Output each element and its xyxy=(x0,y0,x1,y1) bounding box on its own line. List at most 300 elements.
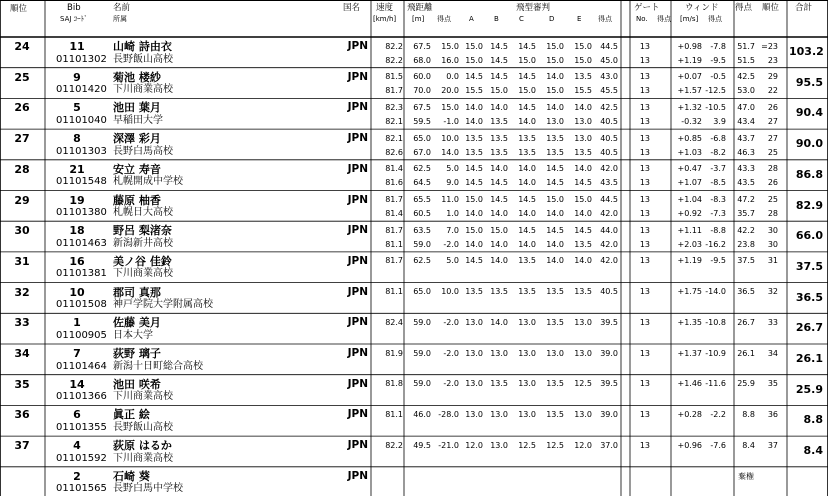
athlete-school: 下川商業高校 xyxy=(113,452,173,464)
saj-code: 01101592 xyxy=(56,452,107,464)
wind-speed: +0.07 xyxy=(677,72,702,82)
distance-value: 64.5 xyxy=(413,178,431,188)
athlete-name: 眞正 絵 xyxy=(113,408,150,422)
wind-points: -2.2 xyxy=(710,409,726,419)
judge-e-score: 14.5 xyxy=(574,225,592,235)
judge-e-score: 13.0 xyxy=(574,409,592,419)
bib-number: 2 xyxy=(73,469,81,483)
nation-code: JPN xyxy=(347,285,368,298)
wind-speed: +2.03 xyxy=(677,239,702,249)
judge-e-score: 13.5 xyxy=(574,72,592,82)
round-rank: 36 xyxy=(767,409,778,419)
judges-points: 39.5 xyxy=(600,317,618,327)
wind-points: -7.8 xyxy=(710,41,726,51)
header-distance-points: 得点 xyxy=(437,15,451,23)
judges-points: 42.0 xyxy=(600,164,618,174)
judge-c-score: 14.0 xyxy=(518,164,536,174)
rank-cell: 35 xyxy=(14,377,30,391)
wind-points: 3.9 xyxy=(713,116,726,126)
distance-points: -1.0 xyxy=(443,116,459,126)
saj-code: 01101366 xyxy=(56,391,107,403)
wind-speed: +0.92 xyxy=(677,209,702,218)
athlete-school: 新潟十日町総合高校 xyxy=(113,360,203,372)
judge-e-score: 15.0 xyxy=(574,41,592,51)
gate-number: 13 xyxy=(639,41,650,51)
athlete-name: 佐藤 美月 xyxy=(113,316,161,330)
round-rank: 35 xyxy=(767,379,778,389)
saj-code: 01101548 xyxy=(56,176,107,188)
athlete-school: 札幌日大高校 xyxy=(113,207,173,218)
judge-e-score: 14.5 xyxy=(574,178,592,188)
judge-a-score: 15.5 xyxy=(465,86,483,96)
judge-b-score: 15.0 xyxy=(490,225,508,235)
header-speed: 速度 xyxy=(376,3,394,13)
speed-value: 82.2 xyxy=(385,440,403,450)
judges-points: 42.0 xyxy=(600,256,618,266)
header-judge-c: C xyxy=(519,15,524,23)
judge-c-score: 13.0 xyxy=(518,348,536,358)
wind-points: -11.6 xyxy=(705,379,726,389)
gate-number: 13 xyxy=(639,86,650,96)
distance-value: 67.0 xyxy=(413,147,431,157)
round-points: 23.8 xyxy=(737,239,755,249)
round-rank: 22 xyxy=(767,86,778,96)
wind-speed: +1.07 xyxy=(677,178,702,188)
athlete-school: 新潟新井高校 xyxy=(113,237,173,249)
header-school: 所属 xyxy=(113,15,127,23)
round-points: 47.0 xyxy=(737,102,755,112)
total-score: 103.2 xyxy=(789,45,824,58)
judge-a-score: 14.5 xyxy=(465,164,483,174)
judge-c-score: 13.0 xyxy=(518,317,536,327)
gate-number: 13 xyxy=(639,239,650,249)
bib-number: 11 xyxy=(69,40,85,53)
athlete-name: 藤原 柚香 xyxy=(113,193,161,207)
athlete-school: 長野白馬中学校 xyxy=(113,483,183,495)
rank-cell: 31 xyxy=(14,254,30,268)
total-score: 8.8 xyxy=(803,413,823,427)
judge-b-score: 14.5 xyxy=(490,195,508,204)
speed-value: 81.9 xyxy=(385,348,403,358)
judge-b-score: 14.0 xyxy=(490,102,508,112)
nation-code: JPN xyxy=(347,316,368,329)
judge-a-score: 15.0 xyxy=(465,55,483,65)
rank-cell: 33 xyxy=(14,316,30,330)
nation-code: JPN xyxy=(347,224,368,237)
athlete-name: 荻野 璃子 xyxy=(113,347,161,360)
athlete-name: 池田 葉月 xyxy=(113,101,161,115)
round-points: 43.5 xyxy=(737,178,755,188)
round-rank: 37 xyxy=(767,440,778,450)
header-wind-points: 得点 xyxy=(708,15,722,23)
header-wind-unit: [m/s] xyxy=(680,15,699,23)
judge-b-score: 13.0 xyxy=(490,440,508,450)
saj-code: 01100905 xyxy=(56,329,107,341)
judge-b-score: 14.0 xyxy=(490,209,508,218)
judge-d-score: 15.0 xyxy=(546,41,564,51)
speed-value: 81.4 xyxy=(385,209,403,218)
distance-value: 67.5 xyxy=(413,102,431,112)
wind-speed: +1.11 xyxy=(677,225,702,235)
judge-a-score: 13.0 xyxy=(465,317,483,327)
judge-d-score: 14.0 xyxy=(546,72,564,82)
round-rank: 27 xyxy=(767,116,778,126)
gate-number: 13 xyxy=(639,164,650,174)
round-rank: 25 xyxy=(767,195,778,204)
speed-value: 81.6 xyxy=(385,178,403,188)
judge-c-score: 13.5 xyxy=(518,256,536,266)
gate-number: 13 xyxy=(639,379,650,389)
judge-e-score: 15.5 xyxy=(574,86,592,96)
judge-d-score: 15.0 xyxy=(546,55,564,65)
gate-number: 13 xyxy=(639,195,650,204)
judges-points: 45.5 xyxy=(600,86,618,96)
judge-c-score: 13.0 xyxy=(518,379,536,389)
distance-value: 65.0 xyxy=(413,133,431,143)
judge-c-score: 14.5 xyxy=(518,41,536,51)
header-judge-b: B xyxy=(494,15,499,23)
judges-points: 44.0 xyxy=(600,225,618,235)
round-points: 42.5 xyxy=(737,72,755,82)
judge-a-score: 15.0 xyxy=(465,195,483,204)
round-points: 42.2 xyxy=(737,225,755,235)
athlete-school: 長野白馬高校 xyxy=(113,145,173,157)
judge-e-score: 13.0 xyxy=(574,133,592,143)
judge-b-score: 13.5 xyxy=(490,133,508,143)
saj-code: 01101565 xyxy=(56,483,107,495)
distance-value: 59.5 xyxy=(413,116,431,126)
judge-c-score: 15.0 xyxy=(518,55,536,65)
judge-b-score: 14.5 xyxy=(490,178,508,188)
judges-points: 45.0 xyxy=(600,55,618,65)
total-score: 37.5 xyxy=(795,259,823,273)
header-judge-d: D xyxy=(549,15,555,23)
judge-a-score: 13.5 xyxy=(465,147,483,157)
round-rank: 31 xyxy=(767,256,778,266)
judge-a-score: 13.0 xyxy=(465,409,483,419)
round-points: 36.5 xyxy=(737,287,755,297)
round-rank: 26 xyxy=(767,178,778,188)
distance-points: -2.0 xyxy=(443,239,459,249)
total-score: 95.5 xyxy=(795,75,823,89)
wind-points: -9.5 xyxy=(710,256,726,266)
distance-points: 10.0 xyxy=(441,287,459,297)
wind-speed: +1.32 xyxy=(677,102,702,112)
wind-points: -9.5 xyxy=(710,55,726,65)
header-gate: ゲート xyxy=(634,3,660,13)
gate-number: 13 xyxy=(639,72,650,82)
distance-points: 9.0 xyxy=(446,178,459,188)
judge-e-score: 14.0 xyxy=(574,209,592,218)
judge-a-score: 12.0 xyxy=(465,440,483,450)
gate-number: 13 xyxy=(639,147,650,157)
distance-points: 7.0 xyxy=(446,225,459,235)
rank-cell: 37 xyxy=(14,439,30,453)
round-points: 47.2 xyxy=(737,195,755,204)
wind-speed: +1.04 xyxy=(677,195,702,204)
wind-points: -10.9 xyxy=(705,348,726,358)
bib-number: 7 xyxy=(73,347,81,360)
judge-d-score: 13.5 xyxy=(546,133,564,143)
bib-number: 14 xyxy=(69,377,85,391)
speed-value: 82.4 xyxy=(385,317,403,327)
nation-code: JPN xyxy=(347,40,368,52)
judge-c-score: 13.5 xyxy=(518,133,536,143)
bib-number: 16 xyxy=(69,254,85,268)
wind-speed: +1.37 xyxy=(677,348,702,358)
gate-number: 13 xyxy=(639,178,650,188)
athlete-name: 池田 咲希 xyxy=(113,377,161,391)
speed-value: 81.1 xyxy=(385,409,403,419)
gate-number: 13 xyxy=(639,116,650,126)
round-rank: 30 xyxy=(767,225,778,235)
total-score: 90.4 xyxy=(795,106,823,120)
judge-c-score: 14.5 xyxy=(518,72,536,82)
judge-e-score: 12.5 xyxy=(574,379,592,389)
round-rank: 27 xyxy=(767,133,778,143)
wind-speed: +1.19 xyxy=(677,256,702,266)
judges-points: 40.5 xyxy=(600,287,618,297)
judge-e-score: 14.0 xyxy=(574,164,592,174)
judges-points: 39.0 xyxy=(600,348,618,358)
judge-d-score: 14.5 xyxy=(546,225,564,235)
distance-value: 46.0 xyxy=(413,409,431,419)
distance-value: 62.5 xyxy=(413,256,431,266)
judges-points: 40.5 xyxy=(600,147,618,157)
distance-points: 15.0 xyxy=(441,41,459,51)
distance-points: 1.0 xyxy=(446,209,459,218)
judge-d-score: 14.0 xyxy=(546,239,564,249)
distance-points: 5.0 xyxy=(446,256,459,266)
wind-points: -7.6 xyxy=(710,440,726,450)
rank-cell: 27 xyxy=(14,132,30,146)
judge-e-score: 12.0 xyxy=(574,440,592,450)
judge-b-score: 13.5 xyxy=(490,379,508,389)
speed-value: 81.7 xyxy=(385,86,403,96)
wind-speed: +1.57 xyxy=(677,86,702,96)
nation-code: JPN xyxy=(347,162,368,175)
distance-value: 62.5 xyxy=(413,164,431,174)
round-rank: 28 xyxy=(767,209,778,218)
judge-b-score: 13.0 xyxy=(490,409,508,419)
wind-points: -7.3 xyxy=(710,209,726,218)
athlete-name: 深澤 彩月 xyxy=(113,132,161,146)
nation-code: JPN xyxy=(347,132,368,145)
rank-cell: 29 xyxy=(14,193,30,207)
judges-points: 43.0 xyxy=(600,72,618,82)
rank-cell: 34 xyxy=(14,347,30,360)
saj-code: 01101508 xyxy=(56,299,107,311)
judge-b-score: 13.0 xyxy=(490,348,508,358)
judge-b-score: 13.5 xyxy=(490,287,508,297)
round-rank: 30 xyxy=(767,239,778,249)
distance-value: 60.5 xyxy=(413,209,431,218)
distance-value: 59.0 xyxy=(413,317,431,327)
judges-points: 44.5 xyxy=(600,195,618,204)
athlete-name: 野呂 梨渚奈 xyxy=(113,224,172,238)
wind-points: -8.8 xyxy=(710,225,726,235)
header-nation: 国名 xyxy=(343,3,361,13)
judge-a-score: 14.0 xyxy=(465,116,483,126)
header-wind: ウィンド xyxy=(685,3,719,13)
distance-value: 59.0 xyxy=(413,348,431,358)
speed-value: 82.2 xyxy=(385,41,403,51)
rank-cell: 25 xyxy=(14,70,30,84)
judges-points: 39.5 xyxy=(600,379,618,389)
judge-e-score: 14.0 xyxy=(574,256,592,266)
athlete-name: 山崎 詩由衣 xyxy=(113,40,172,53)
speed-value: 81.4 xyxy=(385,164,403,174)
total-score: 90.0 xyxy=(795,137,823,151)
judge-b-score: 14.0 xyxy=(490,317,508,327)
rank-cell: 32 xyxy=(14,285,30,299)
judge-d-score: 13.0 xyxy=(546,116,564,126)
athlete-name: 郡司 真那 xyxy=(113,285,161,299)
header-judge-a: A xyxy=(469,15,474,23)
header-distance-unit: [m] xyxy=(412,15,425,23)
judge-e-score: 13.5 xyxy=(574,239,592,249)
judge-d-score: 14.5 xyxy=(546,178,564,188)
judge-b-score: 15.0 xyxy=(490,86,508,96)
wind-speed: +0.47 xyxy=(677,164,702,174)
judge-b-score: 13.5 xyxy=(490,116,508,126)
saj-code: 01101380 xyxy=(56,207,107,218)
judges-points: 42.0 xyxy=(600,209,618,218)
athlete-school: 神戸学院大学附属高校 xyxy=(113,299,213,311)
distance-points: -2.0 xyxy=(443,348,459,358)
distance-points: -21.0 xyxy=(438,440,459,450)
speed-value: 81.7 xyxy=(385,256,403,266)
nation-code: JPN xyxy=(347,408,368,421)
distance-points: 0.0 xyxy=(446,72,459,82)
round-rank: 33 xyxy=(767,317,778,327)
round-points: 43.7 xyxy=(737,133,755,143)
rank-cell: 26 xyxy=(14,101,30,115)
wind-points: -8.2 xyxy=(710,147,726,157)
header-bib: Bib xyxy=(67,3,81,13)
gate-number: 13 xyxy=(639,55,650,65)
athlete-name: 荻原 はるか xyxy=(113,439,172,453)
speed-value: 81.8 xyxy=(385,379,403,389)
judge-e-score: 13.5 xyxy=(574,147,592,157)
nation-code: JPN xyxy=(347,439,368,452)
wind-points: -6.8 xyxy=(710,133,726,143)
header-judge-e: E xyxy=(577,15,582,23)
bib-number: 10 xyxy=(69,285,85,299)
round-points: 46.3 xyxy=(737,147,755,157)
gate-number: 13 xyxy=(639,409,650,419)
judge-e-score: 13.0 xyxy=(574,116,592,126)
bib-number: 8 xyxy=(73,132,81,146)
judges-points: 44.5 xyxy=(600,41,618,51)
wind-points: -12.5 xyxy=(705,86,726,96)
judge-a-score: 14.5 xyxy=(465,178,483,188)
header-round-points: 得点 xyxy=(735,3,753,13)
judge-a-score: 14.5 xyxy=(465,256,483,266)
athlete-name: 安立 寿音 xyxy=(113,162,161,176)
judge-d-score: 13.0 xyxy=(546,348,564,358)
judge-a-score: 13.5 xyxy=(465,133,483,143)
round-rank: =23 xyxy=(761,41,778,51)
bib-number: 5 xyxy=(73,101,81,115)
judge-c-score: 13.0 xyxy=(518,409,536,419)
athlete-school: 長野飯山高校 xyxy=(113,53,173,65)
round-points: 35.7 xyxy=(737,209,755,218)
distance-value: 60.0 xyxy=(413,72,431,82)
saj-code: 01101381 xyxy=(56,268,107,280)
judge-d-score: 14.0 xyxy=(546,256,564,266)
gate-number: 13 xyxy=(639,440,650,450)
header-total: 合計 xyxy=(795,3,813,13)
distance-value: 65.5 xyxy=(413,195,431,204)
judges-points: 43.5 xyxy=(600,178,618,188)
judge-c-score: 12.5 xyxy=(518,440,536,450)
athlete-name: 石崎 葵 xyxy=(113,469,150,483)
judges-points: 42.0 xyxy=(600,239,618,249)
distance-points: 14.0 xyxy=(441,147,459,157)
header-gate-no: No. xyxy=(636,15,648,23)
athlete-school: 長野飯山高校 xyxy=(113,421,173,433)
judge-a-score: 14.0 xyxy=(465,209,483,218)
nation-code: JPN xyxy=(347,70,368,83)
wind-speed: +1.75 xyxy=(677,287,702,297)
athlete-school: 札幌開成中学校 xyxy=(113,176,183,188)
judge-e-score: 13.5 xyxy=(574,287,592,297)
header-saj-code: SAJ ｺｰﾄﾞ xyxy=(60,15,88,23)
athlete-school: 早稲田大学 xyxy=(113,114,163,126)
header-distance: 飛距離 xyxy=(407,3,433,13)
distance-value: 59.0 xyxy=(413,239,431,249)
wind-points: -16.2 xyxy=(705,239,726,249)
round-rank: 23 xyxy=(767,55,778,65)
saj-code: 01101420 xyxy=(56,84,107,96)
judge-a-score: 13.0 xyxy=(465,348,483,358)
judge-a-score: 14.5 xyxy=(465,72,483,82)
judges-points: 40.5 xyxy=(600,133,618,143)
total-score: 26.7 xyxy=(795,321,823,335)
bib-number: 6 xyxy=(73,408,81,422)
speed-value: 82.1 xyxy=(385,133,403,143)
judges-points: 40.5 xyxy=(600,116,618,126)
judge-e-score: 15.0 xyxy=(574,55,592,65)
distance-value: 59.0 xyxy=(413,379,431,389)
speed-value: 82.3 xyxy=(385,102,403,112)
nation-code: JPN xyxy=(347,347,368,359)
header-name: 名前 xyxy=(113,3,131,13)
judge-e-score: 13.0 xyxy=(574,317,592,327)
saj-code: 01101303 xyxy=(56,145,107,157)
judge-a-score: 13.5 xyxy=(465,287,483,297)
judge-d-score: 12.5 xyxy=(546,440,564,450)
judge-c-score: 13.5 xyxy=(518,287,536,297)
speed-value: 82.1 xyxy=(385,116,403,126)
gate-number: 13 xyxy=(639,317,650,327)
wind-points: -8.3 xyxy=(710,195,726,204)
judge-a-score: 15.0 xyxy=(465,225,483,235)
wind-points: -10.8 xyxy=(705,317,726,327)
judge-e-score: 15.0 xyxy=(574,195,592,204)
nation-code: JPN xyxy=(347,101,368,114)
judge-b-score: 14.5 xyxy=(490,55,508,65)
judge-c-score: 14.5 xyxy=(518,225,536,235)
judge-a-score: 13.0 xyxy=(465,379,483,389)
gate-number: 13 xyxy=(639,348,650,358)
distance-points: 20.0 xyxy=(441,86,459,96)
distance-value: 68.0 xyxy=(413,55,431,65)
judge-d-score: 13.5 xyxy=(546,317,564,327)
rank-cell: 24 xyxy=(14,40,30,53)
wind-speed: +1.03 xyxy=(677,147,702,157)
